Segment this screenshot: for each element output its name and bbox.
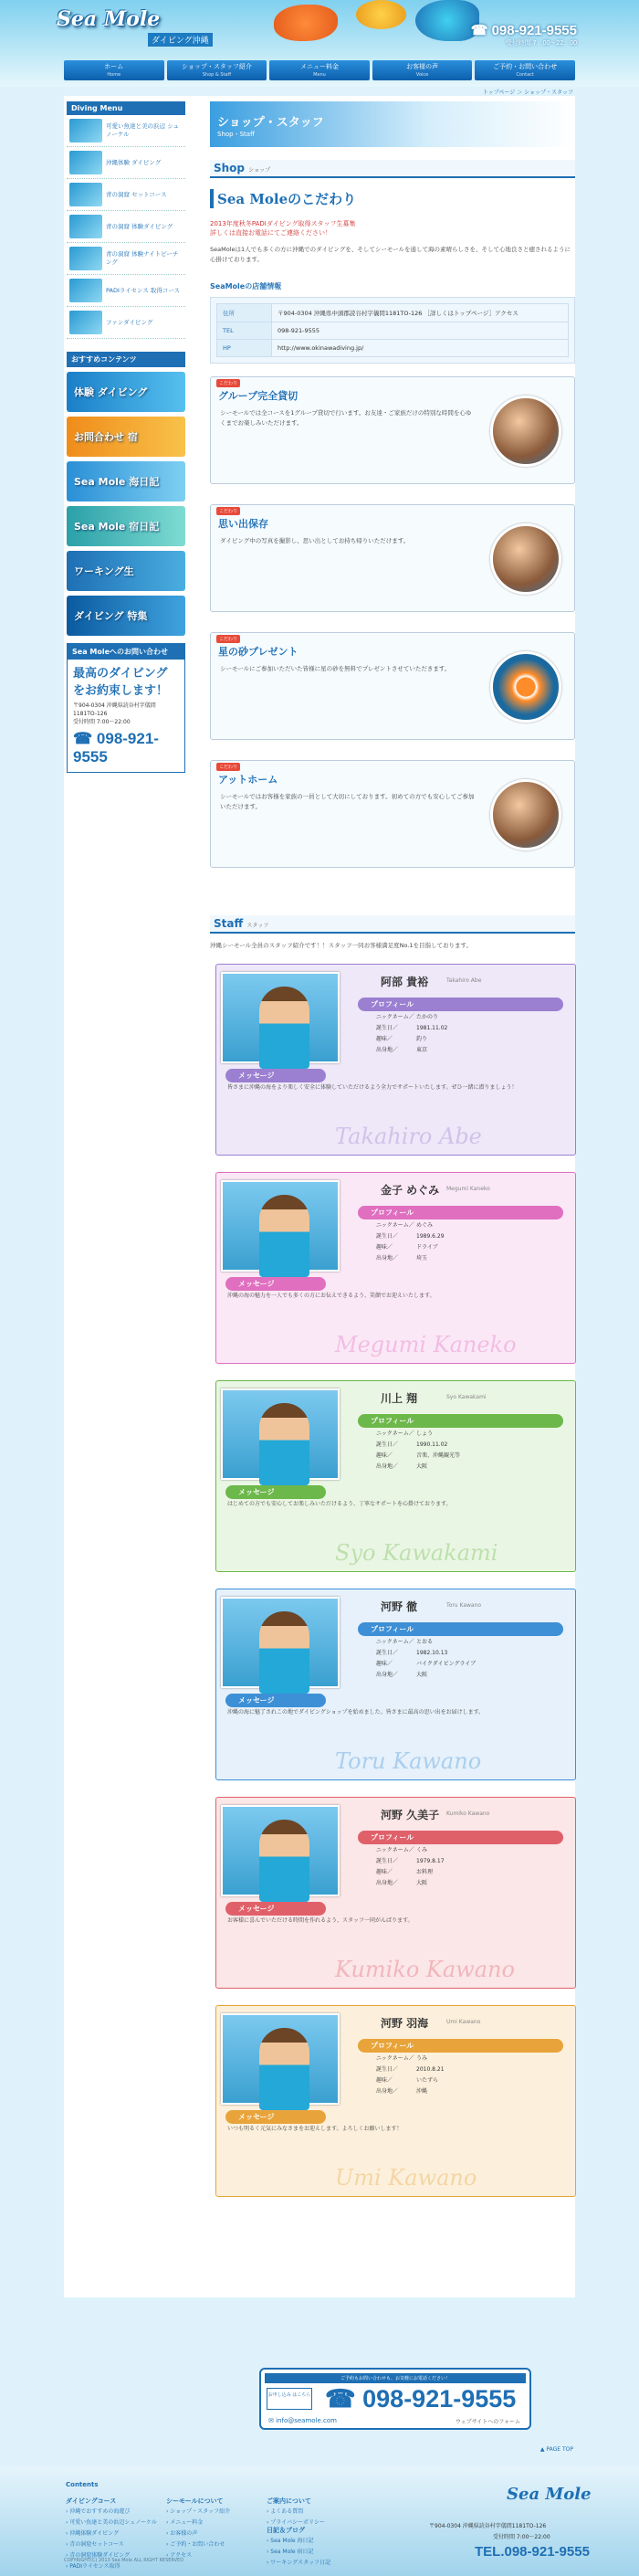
- staff-photo: [221, 1805, 340, 1896]
- nav-voice[interactable]: お客様の声 Voice: [372, 60, 473, 80]
- profile-field: 出身地／ 大阪: [376, 1672, 428, 1678]
- fish-decoration: [415, 0, 479, 41]
- message-label: メッセージ: [225, 1069, 326, 1082]
- staff-message: 沖縄の海に魅了されこの地でダイビングショップを始めました。皆さまに最高の思い出をお届けします。: [227, 1709, 485, 1716]
- breadcrumb[interactable]: トップページ ＞ ショップ・スタッフ: [482, 90, 573, 96]
- recruit-notice: 2013年度秋冬PADIダイビング取得スタッフ生募集 詳しくは直接お電話にてご連絡ください！: [210, 220, 356, 237]
- contents-heading: おすすめコンテンツ: [67, 352, 185, 367]
- global-nav: [64, 60, 575, 80]
- staff-card: [215, 1172, 576, 1364]
- message-label: メッセージ: [225, 1902, 326, 1916]
- profile-list: [376, 1429, 460, 1473]
- profile-field: 趣味／ バイクダイビングライブ: [376, 1661, 477, 1667]
- footer-hours: 受付時間 7:00～22:00: [493, 2534, 550, 2540]
- profile-field: ニックネーム／ くみ: [376, 1847, 428, 1853]
- staff-message: 皆さまに沖縄の海をより楽しく安全に体験していただけるよう全力でサポートいたします。ぜひ一緒に潜りましょう！: [227, 1084, 518, 1091]
- nav-contact[interactable]: ご予約・お問い合わせ Contact: [475, 60, 575, 80]
- cta-apply[interactable]: お申し込み はこちら: [267, 2388, 312, 2410]
- profile-field: ニックネーム／ めぐみ: [376, 1222, 434, 1229]
- staff-romaji: Umi Kawano: [446, 2019, 481, 2025]
- shop-h2: Sea Moleのこだわり: [210, 189, 575, 208]
- points: [210, 376, 575, 870]
- staff-bg-name: Syo Kawakami: [335, 1540, 498, 1566]
- footer-col: 日記＆ブログ › Sea Mole 海日記 › Sea Mole 宿日記 › ワーキングスタッフ日記: [267, 2525, 330, 2569]
- point-photo: [490, 779, 561, 850]
- staff-message: はじめての方でも安心してお楽しみいただけるよう、丁寧なサポートを心掛けております。: [227, 1501, 452, 1507]
- copyright: COPYRIGHT(C) 2013 Sea Mole ALL RIGHT RESERVED: [64, 2558, 184, 2563]
- profile-field: 出身地／ 東京: [376, 1047, 428, 1053]
- footer-address: 〒904-0304 沖縄県読谷村字儀間1181TO-126: [429, 2523, 547, 2529]
- profile-field: 趣味／ お料理: [376, 1869, 434, 1875]
- profile-label: プロフィール: [358, 1622, 563, 1636]
- contact-heading: Sea Moleへのお問い合わせ: [68, 644, 184, 660]
- staff-photo: [221, 1597, 340, 1688]
- staff-photo: [221, 1388, 340, 1480]
- shop-info-title: SeaMoleの店舗情報: [210, 282, 282, 290]
- contact-address: 〒904-0304 沖縄県読谷村字儀間1181TO-126: [73, 702, 156, 717]
- message-label: メッセージ: [225, 1694, 326, 1707]
- sidebar-contact: [67, 643, 185, 773]
- profile-list: [376, 1012, 447, 1056]
- shop-info: [210, 297, 575, 364]
- header-tel[interactable]: ☎ 098-921-9555 受付時間 7：00～22：00: [470, 23, 577, 47]
- profile-label: プロフィール: [358, 1206, 563, 1219]
- profile-field: 出身地／ 大阪: [376, 1463, 428, 1470]
- logo[interactable]: Sea Mole ダイビング沖縄: [57, 7, 166, 53]
- cta-form-link[interactable]: ウェブサイトへのフォーム: [455, 2419, 520, 2425]
- point-photo: [490, 396, 561, 467]
- staff-bg-name: Kumiko Kawano: [335, 1957, 515, 1982]
- footer-tel[interactable]: TEL.098-921-9555: [475, 2544, 590, 2560]
- profile-label: プロフィール: [358, 998, 563, 1011]
- footer-col: シーモールについて › ショップ・スタッフ紹介 › メニュー料金 › お客様の声 › ご予約・お問い合わせ › アクセス: [166, 2496, 230, 2561]
- main: [210, 101, 575, 2224]
- nav-menu[interactable]: メニュー料金 Menu: [269, 60, 370, 80]
- person-figure: [259, 1611, 309, 1694]
- staff-photo: [221, 972, 340, 1063]
- table-row: 住所 〒904-0304 沖縄県中頭郡読谷村字儀間1181TO-126 ［詳しくはトップページ］アクセス: [217, 304, 569, 322]
- profile-field: 誕生日／ 1982.10.13: [376, 1650, 448, 1656]
- footer-link[interactable]: › プライバシーポリシー: [267, 2519, 326, 2526]
- clownfish-photo: [490, 651, 561, 723]
- staff-message: 沖縄の海の魅力を一人でも多くの方にお伝えできるよう、笑顔でお迎えいたします。: [227, 1293, 435, 1299]
- point-card: こだわり アットホーム シーモールではお客様を家族の一員として大切にしております。初めての方でも安心してご参加いただけます。: [210, 760, 575, 868]
- staff-name: 河野 徹: [381, 1600, 418, 1613]
- contact-hours: 受付時間 7:00～22:00: [73, 719, 131, 725]
- sidebar-item[interactable]: ファンダイビング: [67, 307, 185, 339]
- profile-label: プロフィール: [358, 1414, 563, 1428]
- section-heading-staff: Staff スタッフ: [210, 915, 575, 934]
- staff-card: [215, 964, 576, 1156]
- staff-bg-name: Toru Kawano: [335, 1748, 482, 1774]
- person-figure: [259, 2028, 309, 2110]
- section-heading-shop: Shop ショップ: [210, 160, 575, 178]
- staff-name: 金子 めぐみ: [381, 1184, 440, 1197]
- message-label: メッセージ: [225, 1485, 326, 1499]
- profile-field: ニックネーム／ しょう: [376, 1431, 434, 1437]
- profile-list: [376, 1845, 445, 1889]
- footer-link[interactable]: › PADIライセンス取得: [66, 2563, 120, 2570]
- staff-message: お客様に喜んでいただける時間を作れるよう、スタッフ一同がんばります。: [227, 1917, 414, 1924]
- contact-catch: 最高のダイビングをお約束します！: [73, 667, 169, 698]
- table-row: HP http://www.okinawadiving.jp/: [217, 340, 569, 357]
- footer-link[interactable]: › 沖縄体験ダイビング: [66, 2530, 120, 2537]
- message-label: メッセージ: [225, 1277, 326, 1291]
- staff-name: 河野 久美子: [381, 1809, 440, 1821]
- footer-link[interactable]: › ショップ・スタッフ紹介: [166, 2508, 231, 2515]
- profile-field: ニックネーム／ とおる: [376, 1639, 434, 1645]
- footer-logo[interactable]: Sea Mole: [507, 2485, 592, 2504]
- staff-name: 川上 翔: [381, 1392, 418, 1405]
- profile-field: 趣味／ 音楽、沖縄観光等: [376, 1452, 461, 1459]
- nav-shop-staff[interactable]: ショップ・スタッフ紹介 Shop & Staff: [167, 60, 267, 80]
- person-figure: [259, 1820, 309, 1902]
- profile-field: 出身地／ 大阪: [376, 1880, 428, 1886]
- menu-thumbnail: [69, 119, 102, 143]
- phone-icon: ☎: [470, 23, 492, 38]
- staff-card: [215, 2005, 576, 2197]
- profile-field: ニックネーム／ たかのり: [376, 1014, 439, 1020]
- cta-mail[interactable]: ✉ info@seamole.com: [268, 2417, 337, 2424]
- staff-bg-name: Umi Kawano: [335, 2165, 477, 2191]
- shop-info-table: [216, 303, 569, 357]
- point-card: こだわり 思い出保存 ダイビング中の写真を撮影し、思い出としてお持ち帰りいただけます。: [210, 504, 575, 612]
- profile-field: 誕生日／ 1990.11.02: [376, 1441, 448, 1448]
- banner[interactable]: Sea Mole 海日記: [67, 461, 185, 501]
- menu-thumbnail: [69, 279, 102, 302]
- footer-link[interactable]: › メニュー料金: [166, 2519, 204, 2526]
- footer-link[interactable]: › 沖縄でおすすめの海遊び: [66, 2508, 131, 2515]
- banner[interactable]: ダイビング 特集: [67, 596, 185, 636]
- staff-intro: 沖縄シーモール全員のスタッフ紹介です！！スタッフ一同お客様満足度No.1を目指しております。: [210, 942, 473, 949]
- profile-field: 趣味／ 釣り: [376, 1036, 428, 1042]
- tagline: ダイビング沖縄: [148, 33, 213, 47]
- staff-card: [215, 1589, 576, 1780]
- fish-decoration: [356, 0, 406, 29]
- footer-link[interactable]: › Sea Mole 海日記: [267, 2538, 314, 2544]
- profile-field: 誕生日／ 1981.11.02: [376, 1025, 448, 1031]
- cta-tel[interactable]: ☎ 098-921-9555: [325, 2385, 517, 2412]
- shop-intro: SeaMoleは1人でも多くの方に沖縄でのダイビングを、そしてシーモールを通して海の素晴らしさを、そして心地良さと癒されるように心掛けております。: [210, 246, 571, 263]
- sidebar: [67, 101, 185, 773]
- footer-col: ダイビングコース › 沖縄でおすすめの海遊び › 可愛い魚達と美の浜辺シュノーケル › 沖縄体験ダイビング › 青の洞窟セットコース › 青の洞窟体験ダイビング › PADIライセンス取得: [66, 2496, 157, 2572]
- profile-field: 出身地／ 沖縄: [376, 2088, 428, 2095]
- menu-thumbnail: [69, 215, 102, 238]
- footer-link[interactable]: › よくある質問: [267, 2508, 304, 2515]
- staff-bg-name: Megumi Kaneko: [335, 1332, 517, 1357]
- sidebar-heading: Diving Menu: [67, 101, 185, 115]
- profile-field: ニックネーム／ うみ: [376, 2055, 428, 2062]
- sidebar-item[interactable]: PADIライセンス 取得コース: [67, 275, 185, 307]
- footer-link[interactable]: › ご予約・お問い合わせ: [166, 2541, 225, 2548]
- footer-link[interactable]: › 可愛い魚達と美の浜辺シュノーケル: [66, 2519, 157, 2526]
- staff-message: いつも明るく元気にみなさまをお迎えします。よろしくお願いします！: [227, 2126, 403, 2132]
- footer-link[interactable]: › アクセス: [166, 2552, 193, 2559]
- sidebar-item[interactable]: 沖縄体験 ダイビング: [67, 147, 185, 179]
- sidebar-item[interactable]: 可愛い魚達と美の浜辺 シュノーケル: [67, 115, 185, 147]
- person-figure: [259, 987, 309, 1069]
- staff-romaji: Syo Kawakami: [446, 1394, 487, 1400]
- menu-thumbnail: [69, 311, 102, 334]
- point-card: こだわり グループ完全貸切 シーモールでは全コースを1グループ貸切で行います。お友達・ご家族だけの特別な時間を心ゆくまでお楽しみいただけます。: [210, 376, 575, 484]
- profile-field: 誕生日／ 2010.8.21: [376, 2066, 445, 2073]
- point-card: こだわり 星の砂プレゼント シーモールにご参加いただいた皆様に星の砂を無料でプレゼントさせていただきます。: [210, 632, 575, 740]
- contact-tel[interactable]: ☎ 098-921-9555: [73, 730, 159, 765]
- staff-photo: [221, 2013, 340, 2105]
- sidebar-item[interactable]: 青の洞窟 セットコース: [67, 179, 185, 211]
- staff-name: 阿部 貴裕: [381, 976, 429, 988]
- profile-field: 趣味／ ドライブ: [376, 1244, 438, 1251]
- table-row: TEL 098-921-9555: [217, 322, 569, 340]
- staff-romaji: Kumiko Kawano: [446, 1811, 490, 1817]
- message-label: メッセージ: [225, 2110, 326, 2124]
- menu-thumbnail: [69, 247, 102, 270]
- profile-list: [376, 1220, 445, 1264]
- person-figure: [259, 1403, 309, 1485]
- footer-link[interactable]: › お客様の声: [166, 2530, 198, 2537]
- sidebar-item[interactable]: 青の洞窟 体験ダイビング: [67, 211, 185, 243]
- sidebar-item[interactable]: 青の洞窟 体験ナイトビーチング: [67, 243, 185, 275]
- nav-home[interactable]: ホーム Home: [64, 60, 164, 80]
- staff-romaji: Takahiro Abe: [446, 977, 482, 984]
- staff-romaji: Toru Kawano: [446, 1602, 482, 1609]
- staff-romaji: Megumi Kaneko: [446, 1186, 490, 1192]
- cta-note: ご予約もお問い合わせも、お気軽にお電話ください！: [265, 2373, 526, 2383]
- banner[interactable]: Sea Mole 宿日記: [67, 506, 185, 546]
- profile-field: 出身地／ 埼玉: [376, 1255, 428, 1262]
- profile-field: 趣味／ いたずら: [376, 2077, 439, 2084]
- staff-card: [215, 1380, 576, 1572]
- staff-bg-name: Takahiro Abe: [335, 1124, 482, 1149]
- fish-decoration: [274, 5, 338, 41]
- profile-list: [376, 1637, 476, 1681]
- staff-card: [215, 1797, 576, 1989]
- profile-list: [376, 2053, 445, 2097]
- profile-label: プロフィール: [358, 1831, 563, 1844]
- cta-box: [259, 2368, 531, 2430]
- footer-link[interactable]: › Sea Mole 宿日記: [267, 2549, 314, 2555]
- footer-link[interactable]: › ワーキングスタッフ日記: [267, 2560, 331, 2566]
- staff-photo: [221, 1180, 340, 1272]
- page-title-banner: ショップ・スタッフ Shop・Staff: [210, 101, 575, 147]
- person-figure: [259, 1195, 309, 1277]
- banner[interactable]: ワーキング生: [67, 551, 185, 591]
- profile-label: プロフィール: [358, 2039, 563, 2053]
- footer-contents-heading: Contents: [66, 2481, 99, 2488]
- footer-col: ご案内について › よくある質問 › プライバシーポリシー: [267, 2496, 325, 2528]
- menu-thumbnail: [69, 151, 102, 174]
- footer-link[interactable]: › 青の洞窟セットコース: [66, 2541, 124, 2548]
- profile-field: 誕生日／ 1989.6.29: [376, 1233, 445, 1240]
- banner[interactable]: お問合わせ 宿: [67, 417, 185, 457]
- page-top-link[interactable]: ▲ PAGE TOP: [539, 2446, 573, 2453]
- footer-link[interactable]: › 青の洞窟体験ダイビング: [66, 2552, 131, 2559]
- staff-name: 河野 羽海: [381, 2017, 429, 2030]
- point-photo: [490, 523, 561, 595]
- menu-thumbnail: [69, 183, 102, 206]
- profile-field: 誕生日／ 1979.8.17: [376, 1858, 445, 1864]
- banner[interactable]: 体験 ダイビング: [67, 372, 185, 412]
- staff-list: [210, 964, 575, 2224]
